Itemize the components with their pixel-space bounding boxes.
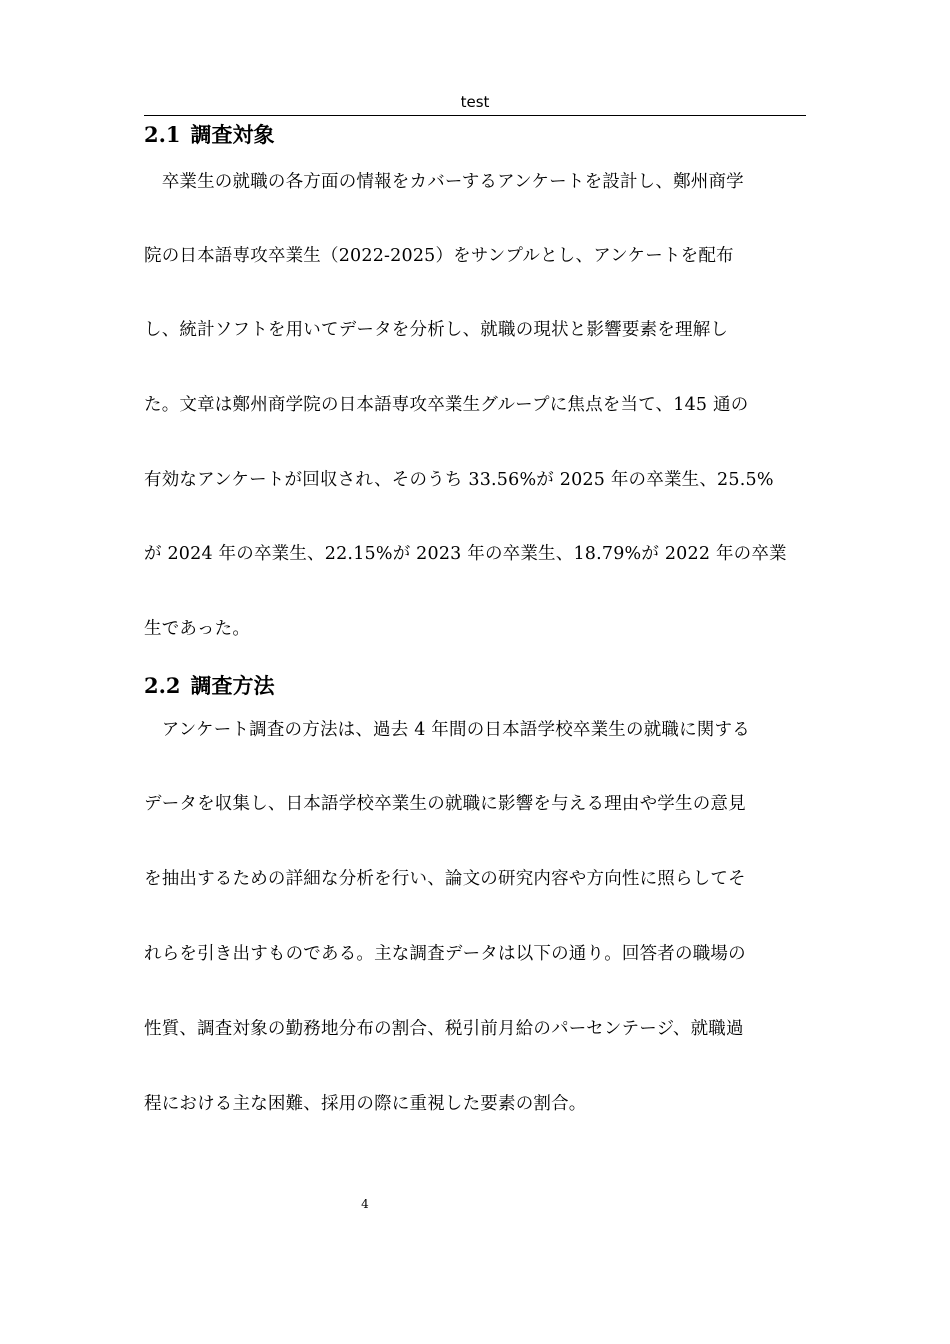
paragraph-line: 性質、調査対象の勤務地分布の割合、税引前月給のパーセンテージ、就職過 bbox=[144, 1019, 744, 1039]
section-number: 2.1 bbox=[144, 122, 181, 147]
paragraph-line: た。文章は鄭州商学院の日本語専攻卒業生グループに焦点を当て、145 通の bbox=[144, 395, 749, 415]
section-title: 調査方法 bbox=[190, 673, 275, 698]
page-number: 4 bbox=[361, 1197, 369, 1211]
paragraph-line: アンケート調査の方法は、過去 4 年間の日本語学校卒業生の就職に関する bbox=[144, 720, 750, 740]
section-heading-2-2 bbox=[144, 672, 275, 700]
header-rule bbox=[144, 115, 806, 116]
section-heading-2-1 bbox=[144, 121, 275, 149]
paragraph-line: を抽出するための詳細な分析を行い、論文の研究内容や方向性に照らしてそ bbox=[144, 869, 746, 889]
section-title: 調査対象 bbox=[190, 122, 275, 147]
paragraph-line: 院の日本語専攻卒業生（2022-2025）をサンプルとし、アンケートを配布 bbox=[144, 246, 734, 266]
paragraph-line: 有効なアンケートが回収され、そのうち 33.56%が 2025 年の卒業生、25.5% bbox=[144, 470, 774, 490]
section-number: 2.2 bbox=[144, 673, 181, 698]
paragraph-line: データを収集し、日本語学校卒業生の就職に影響を与える理由や学生の意見 bbox=[144, 794, 746, 814]
paragraph-line: 卒業生の就職の各方面の情報をカバーするアンケートを設計し、鄭州商学 bbox=[144, 172, 744, 192]
paragraph-line: し、統計ソフトを用いてデータを分析し、就職の現状と影響要素を理解し bbox=[144, 320, 729, 340]
running-header: test bbox=[460, 93, 490, 111]
paragraph-line: が 2024 年の卒業生、22.15%が 2023 年の卒業生、18.79%が 2022 年の卒業 bbox=[144, 544, 787, 564]
paragraph-line: 生であった。 bbox=[144, 619, 251, 639]
paragraph-line: れらを引き出すものである。主な調査データは以下の通り。回答者の職場の bbox=[144, 944, 746, 964]
paragraph-line: 程における主な困難、採用の際に重視した要素の割合。 bbox=[144, 1094, 587, 1114]
